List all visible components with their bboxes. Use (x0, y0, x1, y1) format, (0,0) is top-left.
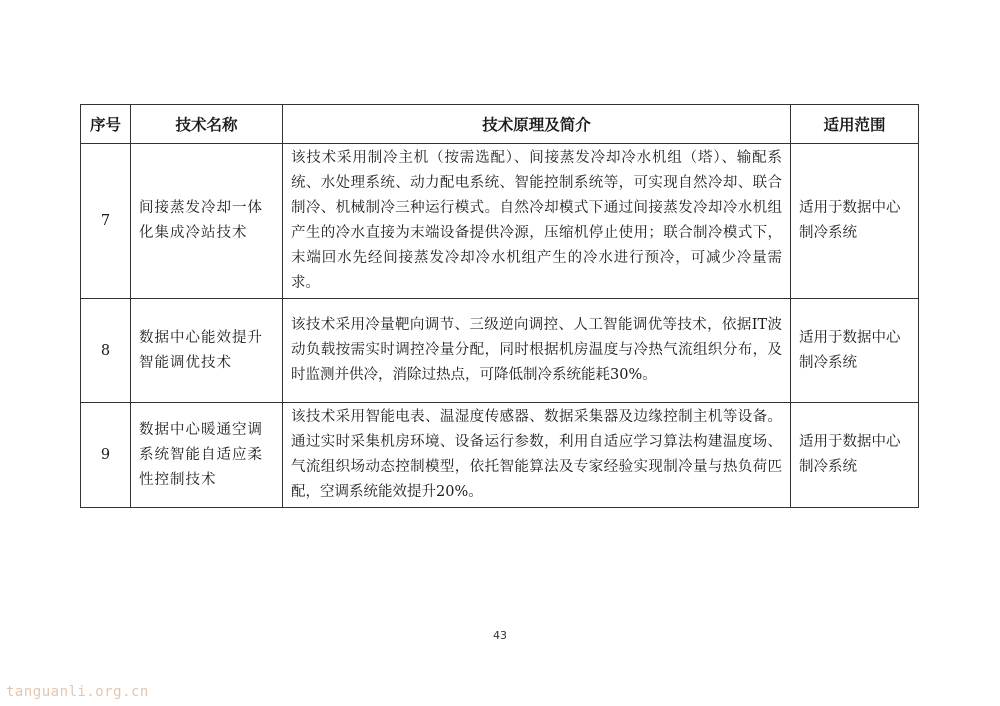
row-principle: 该技术采用制冷主机（按需选配）、间接蒸发冷却冷水机组（塔）、输配系统、水处理系统、动力配电系统、智能控制系统等，可实现自然冷却、联合制冷、机械制冷三种运行模式。自然冷却模式下通过间接蒸发冷却冷水机组产生的冷水直接为末端设备提供冷源，压缩机停止使用；联合制冷模式下，末端回水先经间接蒸发冷却冷水机组产生的冷水进行预冷，可减少冷量需求。 (283, 144, 791, 299)
header-principle: 技术原理及简介 (283, 105, 791, 144)
header-scope: 适用范围 (791, 105, 919, 144)
row-name: 间接蒸发冷却一体化集成冷站技术 (131, 144, 283, 299)
table-row (81, 144, 919, 299)
row-name: 数据中心能效提升智能调优技术 (131, 299, 283, 403)
page-number: 43 (493, 629, 507, 642)
row-seq: 8 (81, 299, 131, 403)
row-principle: 该技术采用智能电表、温湿度传感器、数据采集器及边缘控制主机等设备。通过实时采集机房环境、设备运行参数，利用自适应学习算法构建温度场、气流组织场动态控制模型，依托智能算法及专家经验实现制冷量与热负荷匹配，空调系统能效提升20%。 (283, 403, 791, 508)
row-seq: 9 (81, 403, 131, 508)
table-row (81, 403, 919, 508)
row-seq: 7 (81, 144, 131, 299)
row-principle: 该技术采用冷量靶向调节、三级逆向调控、人工智能调优等技术，依据IT波动负载按需实时调控冷量分配，同时根据机房温度与冷热气流组织分布，及时监测并供冷，消除过热点，可降低制冷系统能耗30%。 (283, 299, 791, 403)
row-scope: 适用于数据中心制冷系统 (791, 299, 919, 403)
technology-table (80, 104, 919, 508)
row-scope: 适用于数据中心制冷系统 (791, 403, 919, 508)
header-seq: 序号 (81, 105, 131, 144)
header-name: 技术名称 (131, 105, 283, 144)
watermark: tanguanli.org.cn (6, 684, 149, 700)
table-header-row (81, 105, 919, 144)
row-name: 数据中心暖通空调系统智能自适应柔性控制技术 (131, 403, 283, 508)
table-row (81, 299, 919, 403)
row-scope: 适用于数据中心制冷系统 (791, 144, 919, 299)
